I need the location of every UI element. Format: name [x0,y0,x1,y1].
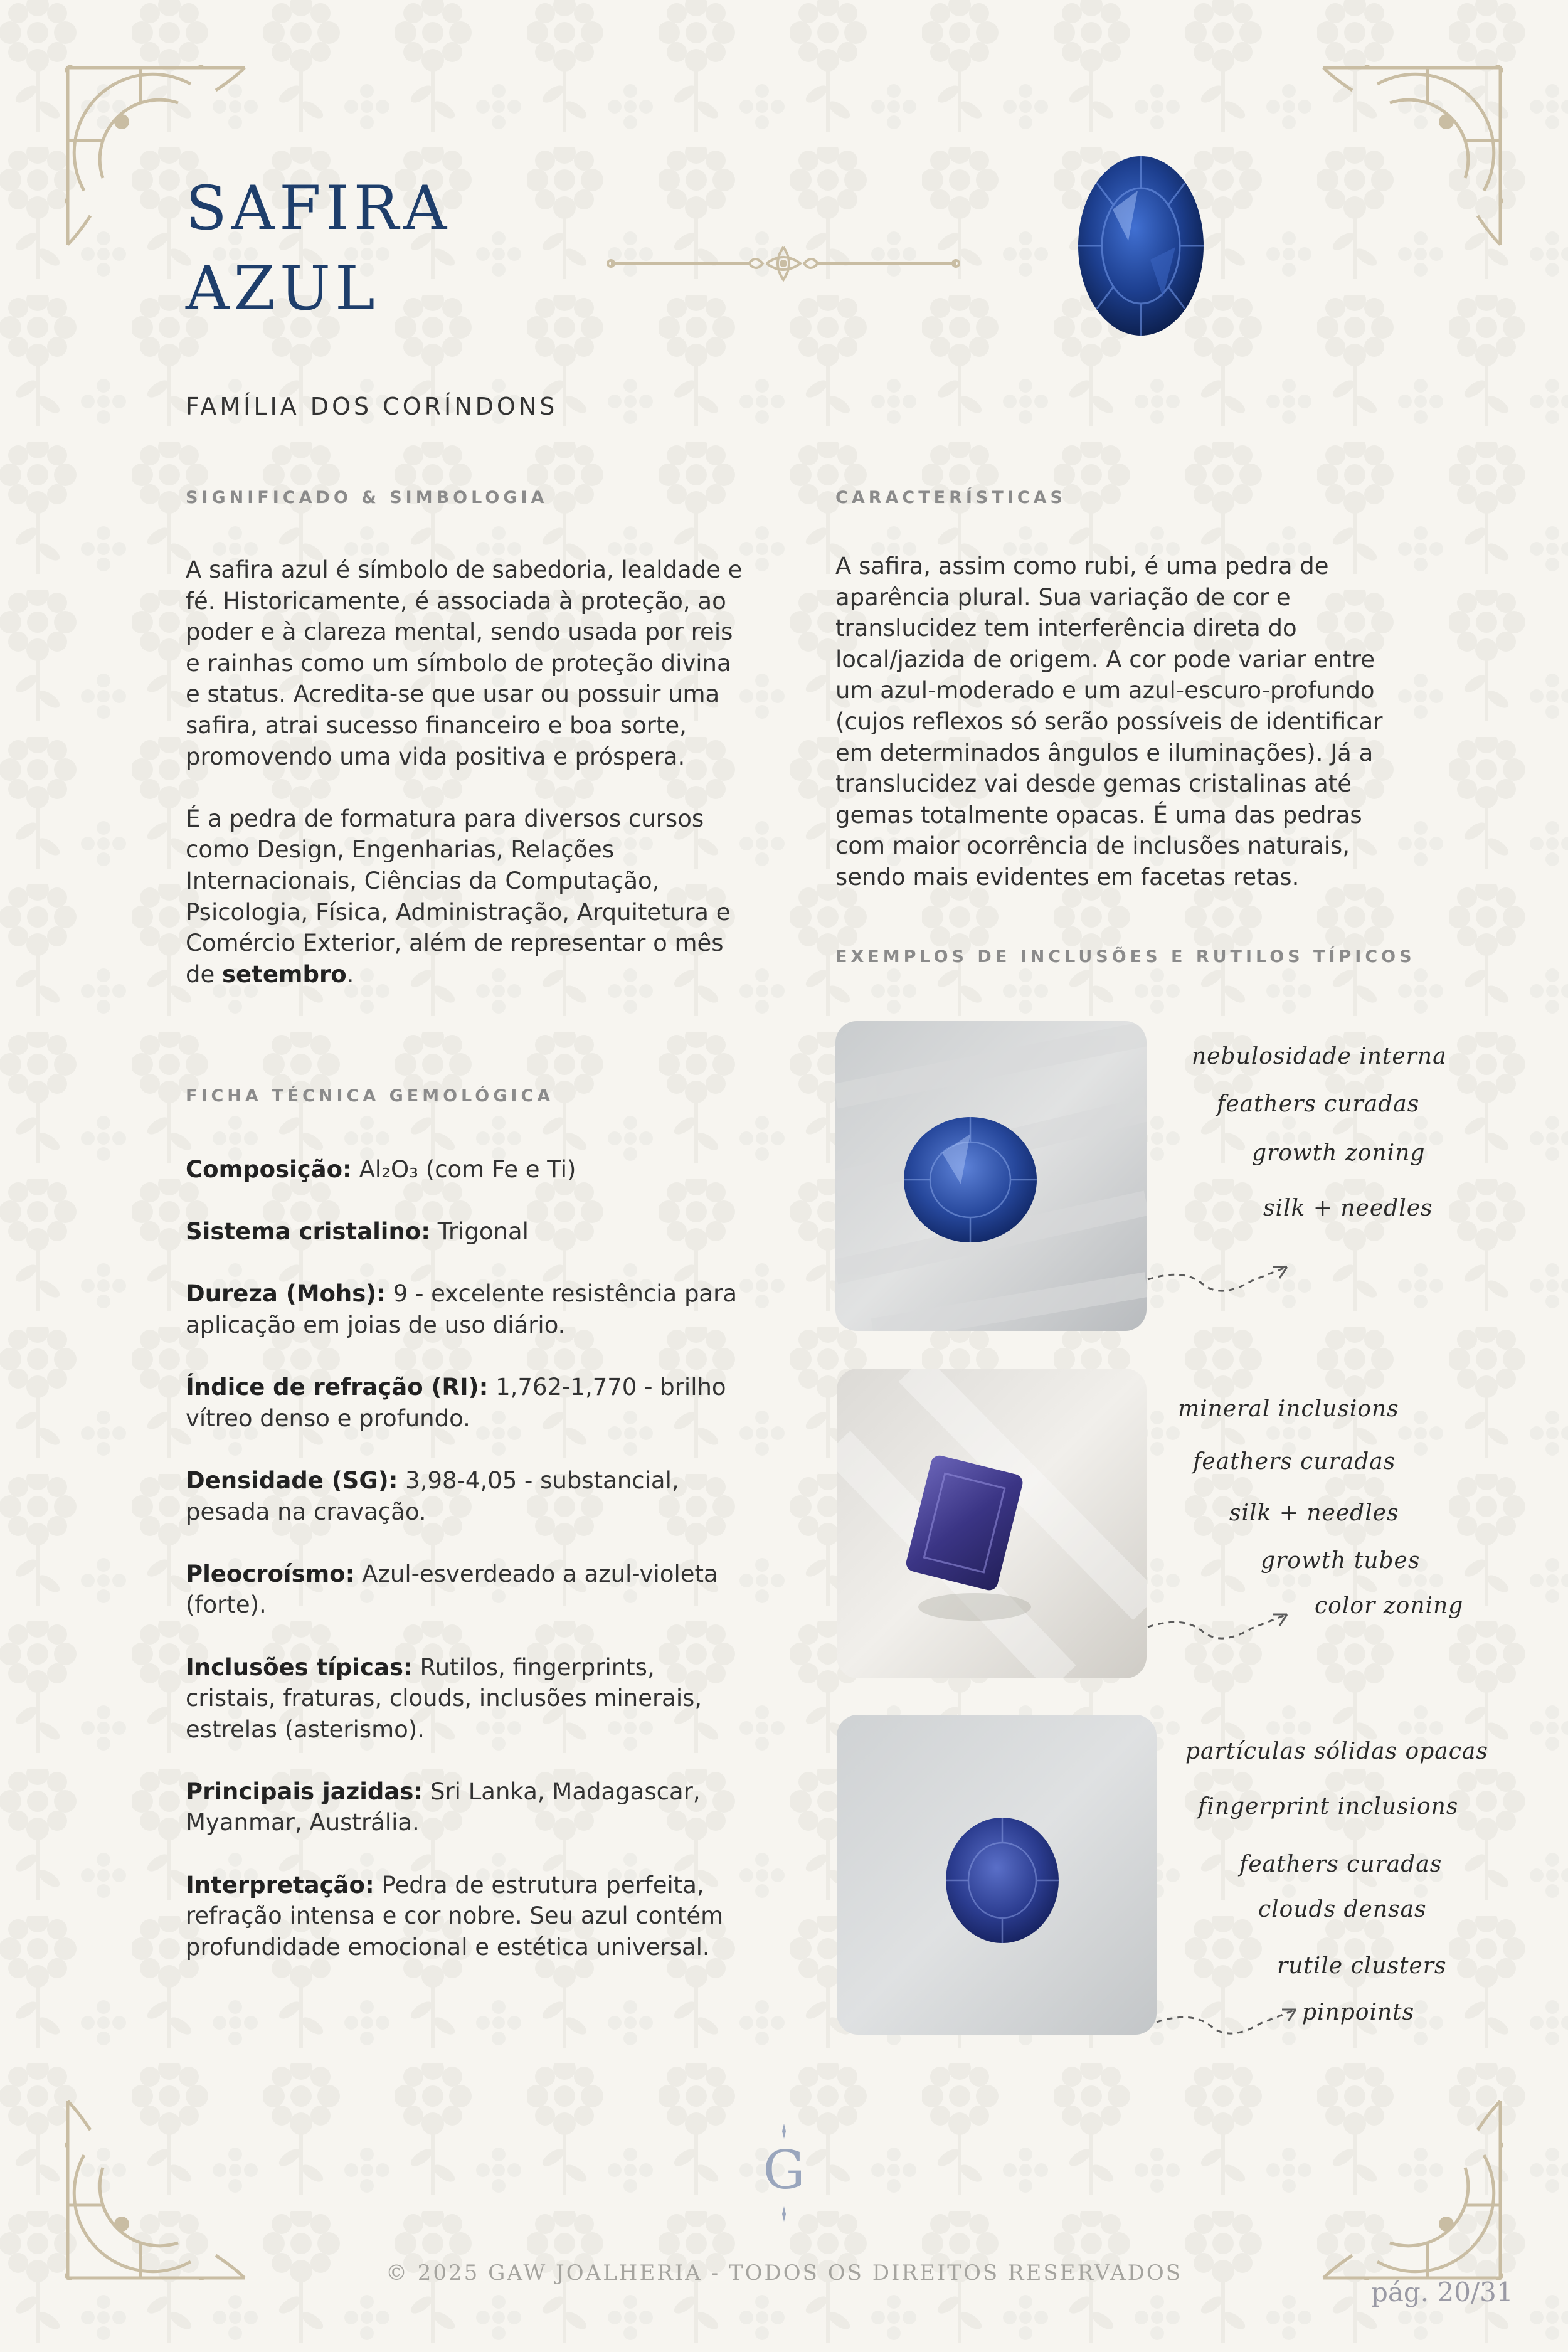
spec-composition [186,1154,750,1185]
divider-ornament [606,245,961,282]
spec-inclusions [186,1652,750,1745]
spec-crystal-system [186,1216,750,1248]
brand-monogram: G [763,2139,805,2201]
spec-value: 1,762-1,770 - brilho vítreo denso e profundo. [186,1374,726,1432]
meaning-paragraph-2 [186,803,744,990]
spec-refraction [186,1372,750,1434]
tech-sheet-list [186,1154,750,1994]
gem1-note: feathers curadas [1217,1091,1420,1117]
spec-interpretation [186,1870,750,1963]
spec-value: 9 - excelente resistência para aplicação em joias de uso diário. [186,1280,737,1338]
spec-label: Densidade (SG): [186,1466,398,1494]
gem3-note: rutile clusters [1277,1953,1447,1979]
gem2-note: growth tubes [1261,1548,1421,1574]
meaning-paragraph-2-text: É a pedra de formatura para diversos cursos como Design, Engenharias, Relações Internacionais, Ciências da Computação, Psicologia, Física, Administração, Arquitetura e Comércio Exterior, além de representar o mês de [186,805,731,988]
gem-family-subtitle: FAMÍLIA DOS CORÍNDONS [186,393,558,420]
spec-label: Composição: [186,1156,352,1183]
spec-label: Inclusões típicas: [186,1653,413,1681]
page-title [186,168,625,329]
spec-pleochroism [186,1559,750,1621]
corner-ornament-top-right [1321,65,1503,247]
title-line-1: SAFIRA [186,173,452,243]
characteristics-heading: CARACTERÍSTICAS [835,488,1066,507]
gem2-note: feathers curadas [1193,1449,1396,1475]
gem3-note: partículas sólidas opacas [1185,1739,1488,1764]
gem2-note: color zoning [1315,1593,1464,1619]
gem1-note: nebulosidade interna [1192,1044,1447,1069]
curved-arrow-icon [1145,1256,1296,1306]
spec-deposits [186,1776,750,1838]
spec-value: Rutilos, fingerprints, cristais, fraturas, clouds, inclusões minerais, estrelas (asterismo). [186,1653,702,1743]
corner-ornament-bottom-right [1321,2099,1503,2280]
birth-month-highlight: setembro [222,960,347,988]
spec-value: Sri Lanka, Madagascar, Myanmar, Austrália. [186,1777,701,1836]
meaning-heading: SIGNIFICADO & SIMBOLOGIA [186,488,548,507]
gem3-note: pinpoints [1302,2000,1415,2025]
spec-value: Azul-esverdeado a azul-violeta (forte). [186,1560,718,1619]
spec-density [186,1465,750,1527]
gem3-note: feathers curadas [1239,1851,1443,1877]
corner-ornament-bottom-left [65,2099,247,2280]
curved-arrow-icon [1154,1998,1305,2048]
page-number: pág. 20/31 [1371,2277,1513,2307]
gem-photo-1 [835,1021,1147,1331]
sapphire-gem-image [1075,153,1207,339]
spec-label: Índice de refração (RI): [186,1374,489,1401]
spec-label: Pleocroísmo: [186,1560,355,1587]
spec-label: Principais jazidas: [186,1777,423,1805]
title-line-2: AZUL [186,253,379,324]
spec-value: Al₂O₃ (com Fe e Ti) [359,1156,576,1183]
spec-label: Interpretação: [186,1871,374,1899]
gem3-note: fingerprint inclusions [1198,1794,1459,1820]
gem1-note: growth zoning [1252,1140,1426,1166]
gem3-note: clouds densas [1258,1897,1427,1922]
examples-heading: EXEMPLOS DE INCLUSÕES E RUTILOS TÍPICOS [835,947,1416,967]
gem2-note: mineral inclusions [1178,1396,1399,1422]
gem-photo-2 [837,1369,1147,1678]
spec-value: 3,98-4,05 - substancial, pesada na cravação. [186,1466,679,1525]
spec-label: Sistema cristalino: [186,1218,430,1246]
spec-hardness [186,1278,750,1340]
copyright-footer: © 2025 GAW JOALHERIA - TODOS OS DIREITOS RESERVADOS [385,2260,1183,2286]
meaning-paragraph-1: A safira azul é símbolo de sabedoria, lealdade e fé. Historicamente, é associada à proteção, ao poder e à clareza mental, sendo usada por reis e rainhas como um símbolo de proteção divina e status. Acredita-se que usar ou possuir uma safira, atrai sucesso financeiro e boa sorte, promovendo uma vida positiva e próspera. [186,556,743,770]
curved-arrow-icon [1145,1603,1296,1653]
spec-label: Dureza (Mohs): [186,1280,386,1308]
tech-sheet-heading: FICHA TÉCNICA GEMOLÓGICA [186,1086,554,1106]
meaning-section [186,554,744,990]
spec-value: Pedra de estrutura perfeita, refração intensa e cor nobre. Seu azul contém profundidade emocional e estética universal. [186,1871,724,1961]
gem1-note: silk + needles [1263,1195,1433,1221]
spec-value: Trigonal [437,1218,529,1246]
gem2-note: silk + needles [1229,1500,1399,1526]
characteristics-text: A safira, assim como rubi, é uma pedra de aparência plural. Sua variação de cor e translucidez tem interferência direta do local/jazida de origem. A cor pode variar entre um azul-moderado e um azul-escuro-profundo (cujos reflexos só serão possíveis de identificar em determinados ângulos e iluminações). Já a translucidez vai desde gemas cristalinas até gemas totalmente opacas. É uma das pedras com maior ocorrência de inclusões naturais, sendo mais evidentes em facetas retas. [835,553,1383,891]
meaning-paragraph-2-end: . [346,960,354,988]
gem-photo-3 [837,1715,1157,2035]
